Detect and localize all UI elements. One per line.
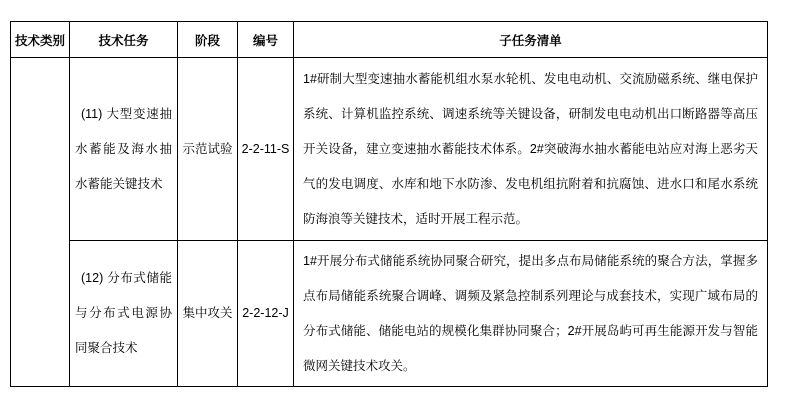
header-cell-subtasks: 子任务清单 — [294, 22, 768, 58]
category-merged-cell — [11, 58, 70, 387]
task-cell-12: (12) 分布式储能与分布式电源协同聚合技术 — [70, 241, 178, 387]
table-header-row — [11, 22, 768, 58]
code-cell-12: 2-2-12-J — [238, 241, 294, 387]
header-cell-task: 技术任务 — [70, 22, 178, 58]
table-row — [11, 58, 768, 241]
subtasks-cell-11: 1#研制大型变速抽水蓄能机组水泵水轮机、发电电动机、交流励磁系统、继电保护系统、计算机监控系统、调速系统等关键设备，研制发电电动机出口断路器等高压开关设备，建立变速抽水蓄能技术体系。2#突破海水抽水蓄能电站应对海上恶劣天气的发电调度、水库和地下水防渗、发电机组抗附着和抗腐蚀、进水口和尾水系统防海浪等关键技术，适时开展工程示范。 — [294, 58, 768, 241]
subtasks-cell-12: 1#开展分布式储能系统协同聚合研究，提出多点布局储能系统的聚合方法，掌握多点布局储能系统聚合调峰、调频及紧急控制系列理论与成套技术，实现广域布局的分布式储能、储能电站的规模化集群协同聚合；2#开展岛屿可再生能源开发与智能微网关键技术攻关。 — [294, 241, 768, 387]
table-row — [11, 241, 768, 387]
phase-cell-12: 集中攻关 — [178, 241, 238, 387]
task-cell-11: (11) 大型变速抽水蓄能及海水抽水蓄能关键技术 — [70, 58, 178, 241]
task-table — [10, 21, 768, 387]
header-cell-phase: 阶段 — [178, 22, 238, 58]
phase-cell-11: 示范试验 — [178, 58, 238, 241]
header-cell-category: 技术类别 — [11, 22, 70, 58]
code-cell-11: 2-2-11-S — [238, 58, 294, 241]
document-table-container — [10, 21, 768, 387]
header-cell-code: 编号 — [238, 22, 294, 58]
